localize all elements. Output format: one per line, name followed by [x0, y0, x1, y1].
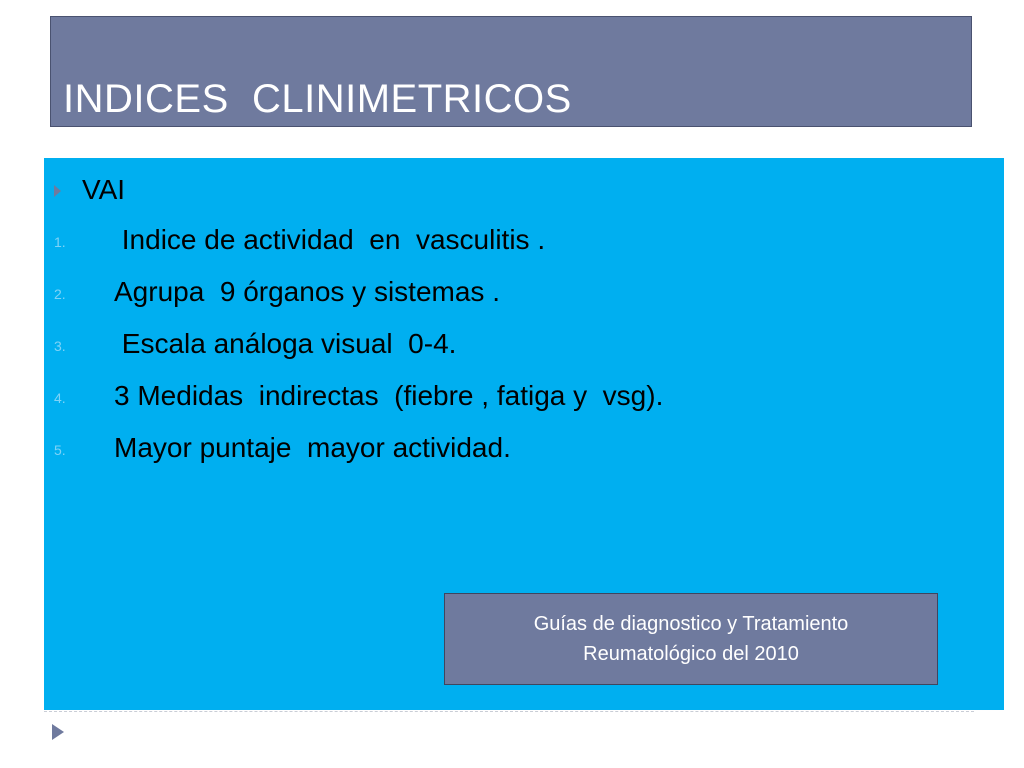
- list-item-text: Escala análoga visual 0-4.: [114, 328, 457, 359]
- next-slide-arrow-icon[interactable]: [52, 724, 64, 740]
- list-item-text: Indice de actividad en vasculitis .: [114, 224, 546, 255]
- list-item-text: Mayor puntaje mayor actividad.: [114, 432, 511, 463]
- list-item-number: 2.: [54, 286, 66, 302]
- list-item: [44, 376, 944, 428]
- list-item-number: 1.: [54, 234, 66, 250]
- bullet-item: [54, 172, 125, 208]
- list-item-text: 3 Medidas indirectas (fiebre , fatiga y vsg).: [114, 380, 664, 411]
- list-item-number: 3.: [54, 338, 66, 354]
- reference-line-2: Reumatológico del 2010: [583, 643, 799, 665]
- list-item-number: 4.: [54, 390, 66, 406]
- slide-title: INDICES CLINIMETRICOS: [63, 77, 572, 121]
- footer-divider: [44, 711, 974, 712]
- list-item: [44, 324, 944, 376]
- reference-line-1: Guías de diagnostico y Tratamiento: [533, 613, 849, 635]
- triangle-right-icon: [54, 185, 61, 197]
- list-item: [44, 428, 944, 480]
- reference-box: [444, 593, 938, 685]
- list-item-text: Agrupa 9 órganos y sistemas .: [114, 276, 500, 307]
- list-item: [44, 220, 944, 272]
- list-item: [44, 272, 944, 324]
- list-item-number: 5.: [54, 442, 66, 458]
- bullet-text: VAI: [82, 174, 126, 205]
- numbered-list: [44, 220, 944, 480]
- title-bar: [50, 16, 972, 127]
